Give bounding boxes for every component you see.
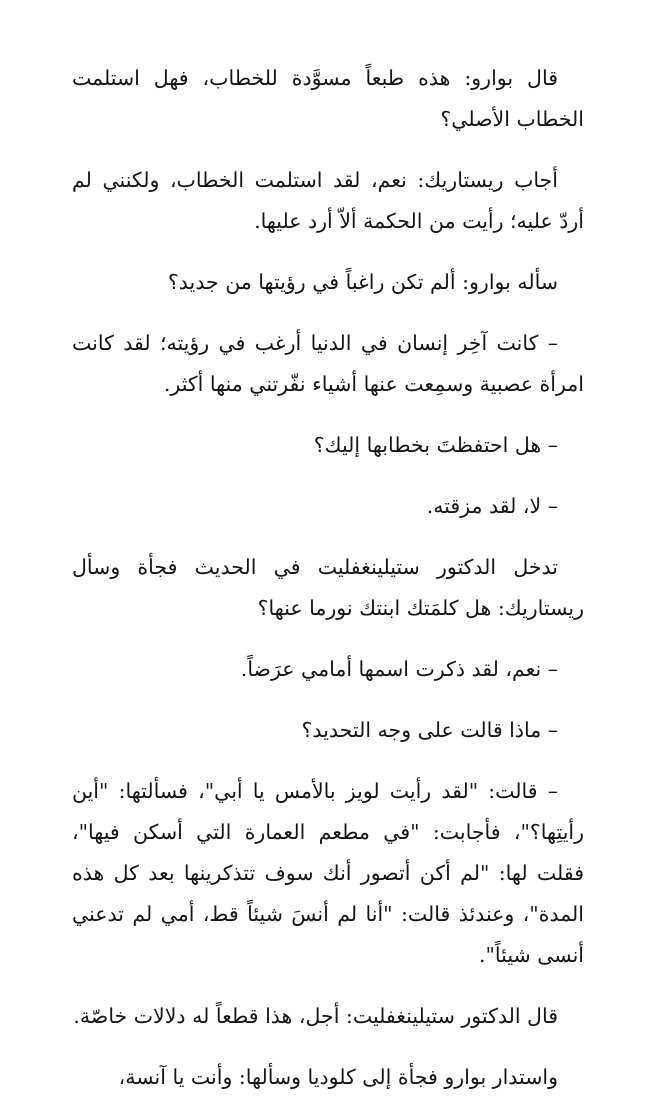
paragraph-5: – هل احتفظتَ بخطابها إليك؟ <box>313 433 558 457</box>
paragraph-11: قال الدكتور ستيلينغفليت: أجل، هذا قطعاً له دلالات خاصّة. <box>73 1004 558 1028</box>
paragraph-9: – ماذا قالت على وجه التحديد؟ <box>301 718 558 742</box>
paragraph-10: – قالت: "لقد رأيت لويز بالأمس يا أبي"، فسألتها: "أين رأيتِها؟"، فأجابت: "في مطعم العمارة التي أسكن فيها"، فقلت لها: "لم أكن أتصور أنك سوف تتذكرينها بعد كل هذه المدة"، وعندئذ قالت: "أنا لم أنسَ شيئاً قط، أمي لم تدعني أنسى شيئاً". <box>72 779 584 967</box>
paragraph-2: أجاب ريستاريك: نعم، لقد استلمت الخطاب، ولكنني لم أردّ عليه؛ رأيت من الحكمة ألاّ أرد عليها. <box>72 168 584 233</box>
paragraph-3: سأله بوارو: ألم تكن راغباً في رؤيتها من جديد؟ <box>167 270 558 294</box>
paragraph-12: واستدار بوارو فجأة إلى كلوديا وسألها: وأنت يا آنسة، <box>118 1065 558 1089</box>
paragraph-7: تدخل الدكتور ستيلينغفليت في الحديث فجأة وسأل ريستاريك: هل كلمَتك ابنتك نورما عنها؟ <box>72 555 584 620</box>
paragraph-8: – نعم، لقد ذكرت اسمها أمامي عرَضاً. <box>240 657 558 681</box>
paragraph-4: – كانت آخِر إنسان في الدنيا أرغب في رؤيته؛ لقد كانت امرأة عصبية وسمِعت عنها أشياء نفّرتني منها أكثر. <box>72 331 584 396</box>
book-page <box>72 58 584 1089</box>
paragraph-1: قال بوارو: هذه طبعاً مسوَّدة للخطاب، فهل استلمت الخطاب الأصلي؟ <box>72 66 584 131</box>
paragraph-6: – لا، لقد مزقته. <box>426 494 558 518</box>
